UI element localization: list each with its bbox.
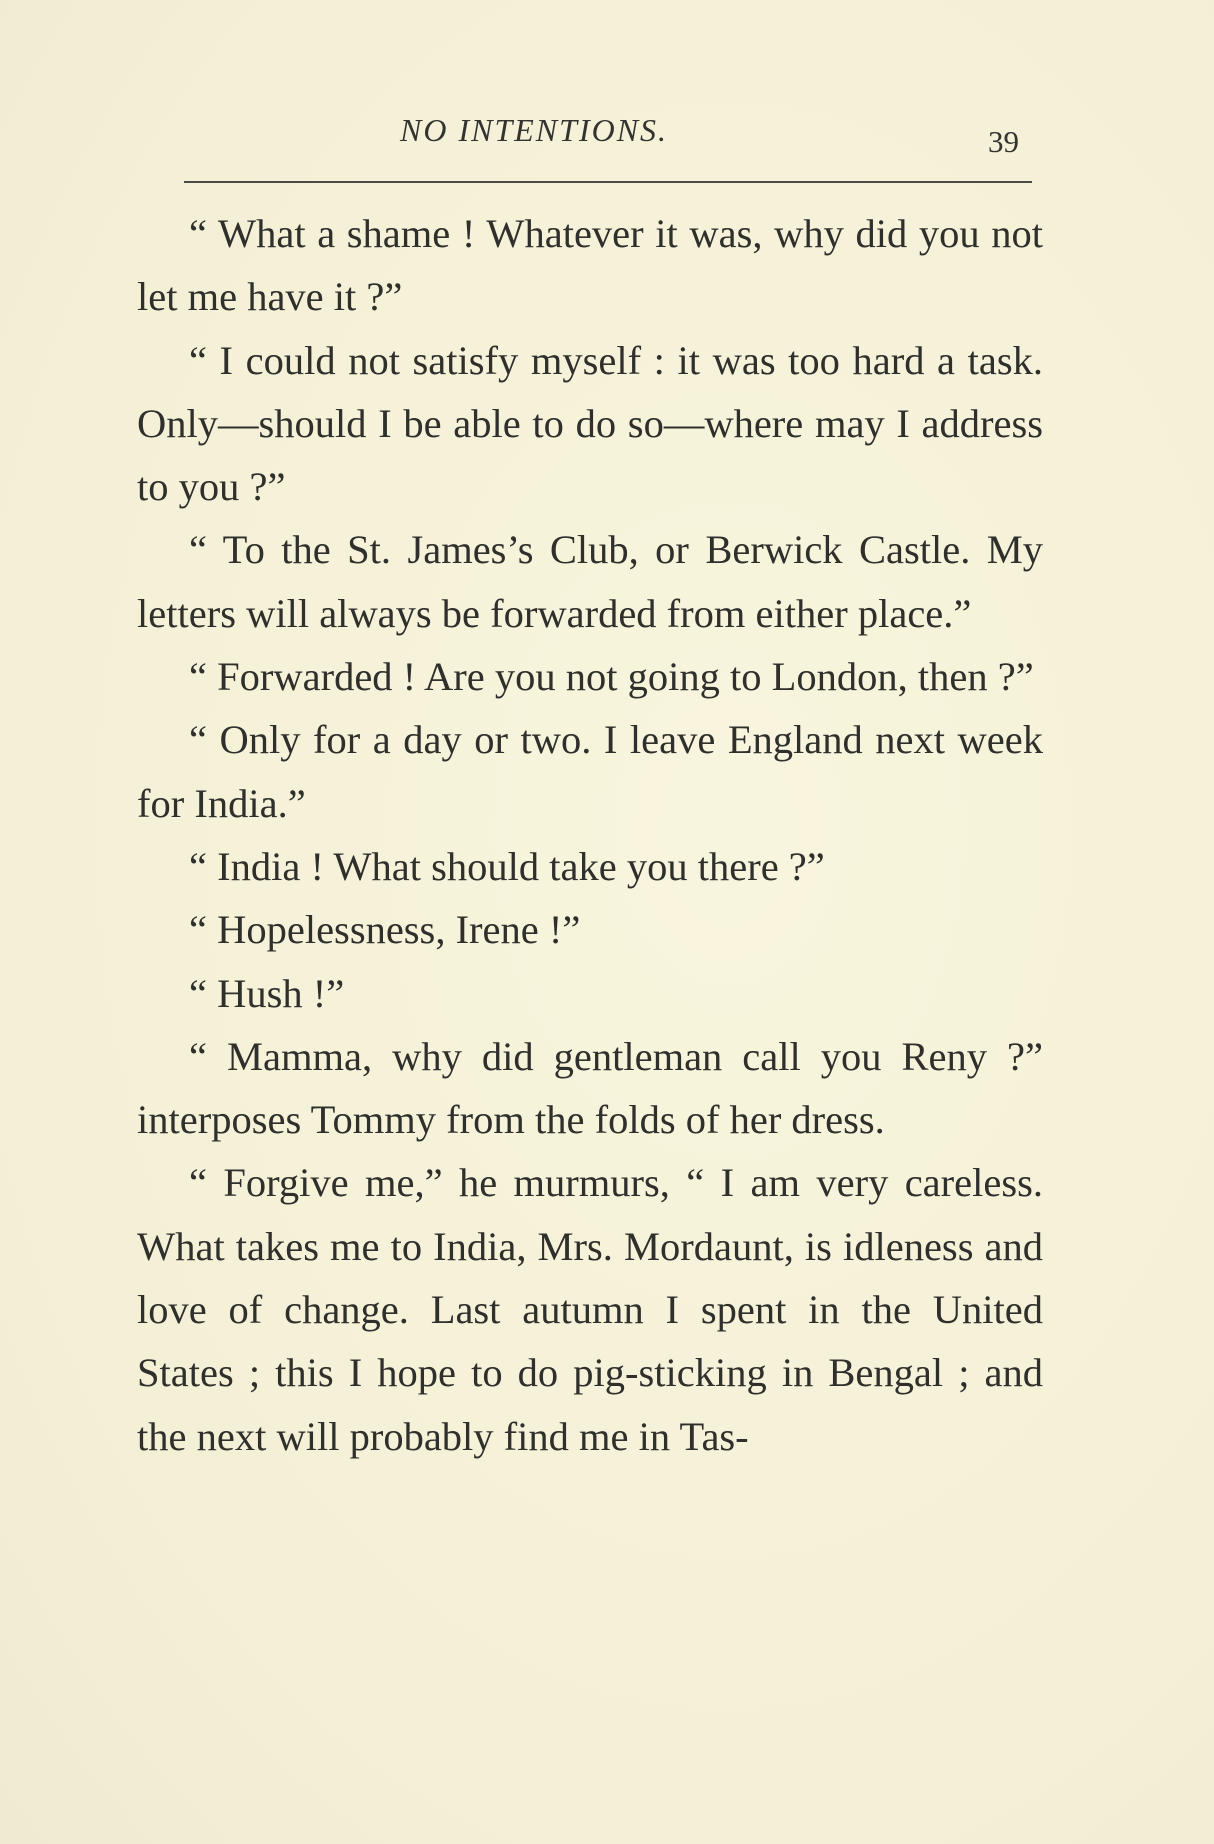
paragraph: “ Hush !” — [189, 970, 345, 1016]
paragraph: “ Forgive me,” he murmurs, “ I am very careless. What takes me to India, Mrs. Mordaunt, is idleness and love of change. Last autumn I spent in the United States ; this I hope to do pig-sticking in Bengal ; and the next will probably find me in Tas- — [137, 1160, 1043, 1459]
header-rule — [184, 181, 1032, 183]
body-text — [137, 202, 1043, 1468]
paragraph: “ Hopelessness, Irene !” — [189, 907, 581, 953]
paragraph: “ Only for a day or two. I leave England next week for India.” — [137, 717, 1043, 826]
paragraph: “ I could not satisfy myself : it was too hard a task. Only—should I be able to do so—where may I address to you ?” — [137, 337, 1043, 510]
running-title: NO INTENTIONS. — [400, 112, 669, 148]
paragraph: “ Forwarded ! Are you not going to London, then ?” — [189, 654, 1034, 700]
paragraph: “ India ! What should take you there ?” — [189, 843, 825, 889]
running-head — [0, 112, 1214, 162]
page-number: 39 — [988, 124, 1019, 159]
paragraph: “ To the St. James’s Club, or Berwick Castle. My letters will always be forwarded from either place.” — [137, 527, 1043, 636]
paragraph: “ What a shame ! Whatever it was, why did you not let me have it ?” — [137, 211, 1043, 320]
paragraph: “ Mamma, why did gentleman call you Reny ?” interposes Tommy from the folds of her dress. — [137, 1033, 1043, 1143]
